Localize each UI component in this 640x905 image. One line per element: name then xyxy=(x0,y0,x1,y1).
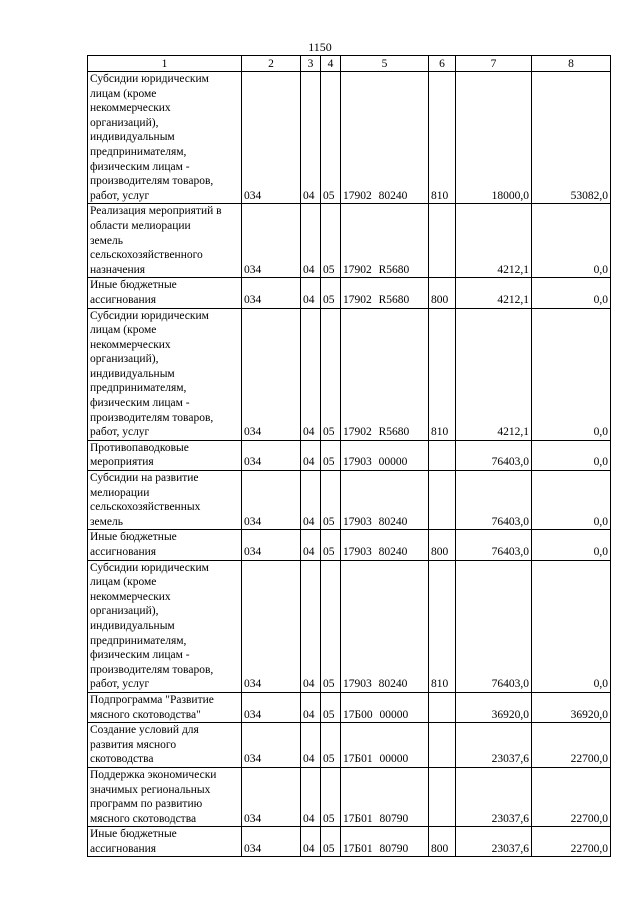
target-article-cell: 17902 80240 xyxy=(341,72,429,204)
expense-type-cell: 810 xyxy=(429,308,456,440)
target-article-cell: 17903 80240 xyxy=(341,560,429,692)
ministry-code-cell: 034 xyxy=(242,692,301,722)
section-code-cell: 04 xyxy=(301,827,321,857)
target-article-cell: 17903 00000 xyxy=(341,440,429,470)
amount-cell: 36920,0 xyxy=(532,692,611,722)
target-article-cell: 17Б01 80790 xyxy=(341,827,429,857)
ministry-code-cell: 034 xyxy=(242,560,301,692)
expense-type-cell: 810 xyxy=(429,72,456,204)
expense-type-cell xyxy=(429,440,456,470)
subsection-code-cell: 05 xyxy=(321,471,341,530)
table-row xyxy=(88,278,611,308)
amount-cell: 4212,1 xyxy=(456,204,532,278)
budget-table xyxy=(87,55,611,857)
row-name-cell: Противопаводковые мероприятия xyxy=(88,440,242,470)
row-name-cell: Субсидии юридическим лицам (кроме некоммерческих организаций), индивидуальным предпринимателям, физическим лицам - производителям товаров, работ, услуг xyxy=(88,560,242,692)
target-article-cell: 17902 R5680 xyxy=(341,278,429,308)
amount-cell: 76403,0 xyxy=(456,530,532,560)
expense-type-cell xyxy=(429,471,456,530)
target-article-cell: 17902 R5680 xyxy=(341,204,429,278)
subsection-code-cell: 05 xyxy=(321,72,341,204)
row-name-cell: Подпрограмма "Развитие мясного скотоводства" xyxy=(88,692,242,722)
amount-cell: 22700,0 xyxy=(532,723,611,768)
expense-type-cell xyxy=(429,204,456,278)
table-row xyxy=(88,767,611,826)
ministry-code-cell: 034 xyxy=(242,827,301,857)
page-number: 1150 xyxy=(308,40,332,54)
section-code-cell: 04 xyxy=(301,471,321,530)
table-row xyxy=(88,692,611,722)
ministry-code-cell: 034 xyxy=(242,723,301,768)
row-name-cell: Иные бюджетные ассигнования xyxy=(88,278,242,308)
section-code-cell: 04 xyxy=(301,308,321,440)
expense-type-cell xyxy=(429,692,456,722)
target-article-cell: 17903 80240 xyxy=(341,471,429,530)
amount-cell: 36920,0 xyxy=(456,692,532,722)
section-code-cell: 04 xyxy=(301,204,321,278)
amount-cell: 23037,6 xyxy=(456,767,532,826)
row-name-cell: Создание условий для развития мясного скотоводства xyxy=(88,723,242,768)
ministry-code-cell: 034 xyxy=(242,471,301,530)
column-header: 2 xyxy=(242,56,301,72)
ministry-code-cell: 034 xyxy=(242,308,301,440)
table-row xyxy=(88,471,611,530)
expense-type-cell: 800 xyxy=(429,278,456,308)
subsection-code-cell: 05 xyxy=(321,560,341,692)
column-header: 8 xyxy=(532,56,611,72)
column-header: 1 xyxy=(88,56,242,72)
ministry-code-cell: 034 xyxy=(242,204,301,278)
target-article-cell: 17Б01 00000 xyxy=(341,723,429,768)
amount-cell: 53082,0 xyxy=(532,72,611,204)
row-name-cell: Иные бюджетные ассигнования xyxy=(88,530,242,560)
subsection-code-cell: 05 xyxy=(321,530,341,560)
expense-type-cell: 800 xyxy=(429,827,456,857)
section-code-cell: 04 xyxy=(301,278,321,308)
section-code-cell: 04 xyxy=(301,767,321,826)
subsection-code-cell: 05 xyxy=(321,723,341,768)
amount-cell: 0,0 xyxy=(532,440,611,470)
ministry-code-cell: 034 xyxy=(242,767,301,826)
subsection-code-cell: 05 xyxy=(321,308,341,440)
amount-cell: 0,0 xyxy=(532,471,611,530)
amount-cell: 23037,6 xyxy=(456,827,532,857)
subsection-code-cell: 05 xyxy=(321,767,341,826)
header-row xyxy=(88,56,611,72)
amount-cell: 23037,6 xyxy=(456,723,532,768)
section-code-cell: 04 xyxy=(301,560,321,692)
ministry-code-cell: 034 xyxy=(242,278,301,308)
table-row xyxy=(88,560,611,692)
table-row xyxy=(88,72,611,204)
column-header: 5 xyxy=(341,56,429,72)
target-article-cell: 17Б01 80790 xyxy=(341,767,429,826)
row-name-cell: Иные бюджетные ассигнования xyxy=(88,827,242,857)
amount-cell: 76403,0 xyxy=(456,440,532,470)
table-row xyxy=(88,308,611,440)
amount-cell: 4212,1 xyxy=(456,278,532,308)
ministry-code-cell: 034 xyxy=(242,72,301,204)
amount-cell: 0,0 xyxy=(532,530,611,560)
amount-cell: 22700,0 xyxy=(532,827,611,857)
target-article-cell: 17903 80240 xyxy=(341,530,429,560)
amount-cell: 18000,0 xyxy=(456,72,532,204)
section-code-cell: 04 xyxy=(301,723,321,768)
expense-type-cell xyxy=(429,767,456,826)
column-header: 7 xyxy=(456,56,532,72)
row-name-cell: Субсидии юридическим лицам (кроме некоммерческих организаций), индивидуальным предпринимателям, физическим лицам - производителям товаров, работ, услуг xyxy=(88,72,242,204)
ministry-code-cell: 034 xyxy=(242,530,301,560)
section-code-cell: 04 xyxy=(301,72,321,204)
subsection-code-cell: 05 xyxy=(321,440,341,470)
subsection-code-cell: 05 xyxy=(321,692,341,722)
amount-cell: 0,0 xyxy=(532,204,611,278)
column-header: 6 xyxy=(429,56,456,72)
row-name-cell: Субсидии юридическим лицам (кроме некоммерческих организаций), индивидуальным предпринимателям, физическим лицам - производителям товаров, работ, услуг xyxy=(88,308,242,440)
column-header: 4 xyxy=(321,56,341,72)
subsection-code-cell: 05 xyxy=(321,204,341,278)
expense-type-cell: 800 xyxy=(429,530,456,560)
row-name-cell: Реализация мероприятий в области мелиорации земель сельскохозяйственного назначения xyxy=(88,204,242,278)
row-name-cell: Субсидии на развитие мелиорации сельскохозяйственных земель xyxy=(88,471,242,530)
section-code-cell: 04 xyxy=(301,692,321,722)
expense-type-cell xyxy=(429,723,456,768)
amount-cell: 76403,0 xyxy=(456,560,532,692)
table-row xyxy=(88,204,611,278)
amount-cell: 4212,1 xyxy=(456,308,532,440)
section-code-cell: 04 xyxy=(301,530,321,560)
column-header: 3 xyxy=(301,56,321,72)
amount-cell: 76403,0 xyxy=(456,471,532,530)
table-row xyxy=(88,530,611,560)
target-article-cell: 17Б00 00000 xyxy=(341,692,429,722)
amount-cell: 0,0 xyxy=(532,278,611,308)
section-code-cell: 04 xyxy=(301,440,321,470)
table-row xyxy=(88,440,611,470)
table-row xyxy=(88,723,611,768)
target-article-cell: 17902 R5680 xyxy=(341,308,429,440)
row-name-cell: Поддержка экономически значимых региональных программ по развитию мясного скотоводства xyxy=(88,767,242,826)
subsection-code-cell: 05 xyxy=(321,827,341,857)
table-row xyxy=(88,827,611,857)
amount-cell: 22700,0 xyxy=(532,767,611,826)
ministry-code-cell: 034 xyxy=(242,440,301,470)
amount-cell: 0,0 xyxy=(532,308,611,440)
amount-cell: 0,0 xyxy=(532,560,611,692)
expense-type-cell: 810 xyxy=(429,560,456,692)
subsection-code-cell: 05 xyxy=(321,278,341,308)
